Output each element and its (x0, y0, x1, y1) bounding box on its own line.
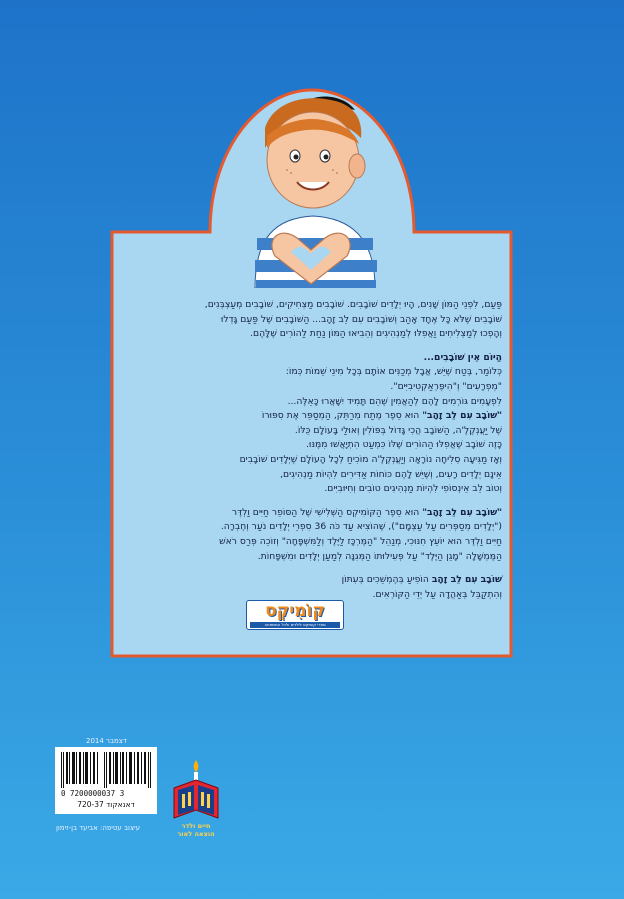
p3-line-1: "שׁוֹבָב עִם לֵב זָהָב" הוּא סֵפֶר מֶתַח מְרַתֵּק, הַמְסַפֵּר אֶת סִפּוּרוֹ (261, 410, 502, 422)
p2-line-1: כְּלוֹמַר, בֶּטַח שֶׁיֵּשׁ, אֲבָל מְכַנִּים אוֹתָם בְּכָל מִינֵי שֵׁמוֹת כְּמוֹ: (285, 366, 502, 378)
cover-design-credit: עיצוב עטיפה: אביעד בן-זימון (56, 824, 141, 832)
p4-line-2: ("יְלָדִים מְסַפְּרִים עַל עַצְמָם"), שֶׁהוֹצִיא עַד כֹּה 36 סִפְרֵי יְלָדִים נֹעַר וְחֶבְרָה. (220, 521, 502, 533)
p2-line-2: "מְפְרָעִים" וְ"הִיפֶּרְאַקְטִיבִיִּים". (390, 380, 502, 392)
p3-line-3: כָּזֶה שׁוֹבָב שֶׁאֲפִלּוּ הַהוֹרִים שֶׁלּוֹ כִּמְעַט הִתְיָאֲשׁוּ מִמֶּנּוּ. (305, 439, 502, 451)
publisher-name (166, 822, 226, 838)
comix-logo-tagline: ספרי קומיקס לילדים ולכל המשפחה (250, 622, 340, 628)
intro-line-3: וְהָפְכוּ לְמַצְלִיחִים וַאֲפִלּוּ לְמַנְהִיגִים וְהֵבִיאוּ הַמּוֹן נַחַת לַהוֹרִים שֶׁלָּהֶם. (250, 328, 502, 340)
publisher-logo-icon (170, 756, 222, 826)
p3-line-2: שֶׁל יַעֲנְקֶלֶ'ה, הַשּׁוֹבָב הֲכִי גָּדוֹל בְּפּוֹלִין וְאוּלַי בָּעוֹלָם כֻּלּוֹ. (294, 424, 502, 436)
p4-line-1: "שׁוֹבָב עִם לֵב זָהָב" הוּא סֵפֶר הַקּוֹמִיקְס הַשְּׁלִישִׁי שֶׁל הַסּוֹפֵר חַיִּים וַלְדֶּר (231, 506, 502, 518)
book-title-2: "שׁוֹבָב עִם לֵב זָהָב" (422, 506, 502, 518)
p5-line-1: שׁוֹבָב עִם לֵב זָהָב הוֹפִיעַ בְּהֶמְשֵׁכִים בְּעִתּוֹן (341, 574, 502, 586)
publication-date: דצמבר 2014 (86, 737, 127, 745)
p4-line-3: חַיִּים וַלְדֶּר הוּא יוֹעֵץ חִנּוּכִי, מְנַהֵל "הַמֶּרְכָּז לַיֶּלֶד וְלַמִּשְׁפָּחָה" וְזוֹכֵה פְּרַס רֹאשׁ (219, 535, 502, 547)
back-cover-text (122, 298, 502, 602)
p5-line-2: וְהִתְקַבֵּל בְּאַהֲדָה עַל יְדֵי הַקּוֹרְאִים. (372, 588, 502, 600)
p2-line-3: לִפְעָמִים גּוֹרְמִים לָהֶם לְהַאֲמִין שֶׁהֵם תָּמִיד יִשָּׁאֲרוּ כָּאֵלֶּה... (287, 395, 502, 407)
publisher-name-line-1: חיים ולדר (181, 822, 211, 830)
book-title: "שׁוֹבָב עִם לֵב זָהָב" (422, 410, 502, 422)
barcode-digits: 0 7200000037 3 (61, 789, 125, 798)
p3-line-4: וְאָז מַגִּיעָה סְלִיחָה נוֹרָאָה וְיַעֲנְקֶלֶ'ה מוֹכִיחַ לְכָל הָעוֹלָם שֶׁיְּלָדִים שׁוֹבָבִים (239, 453, 502, 465)
comix-logo-word: קוֹמִיקְס (265, 601, 325, 621)
barcode (55, 747, 157, 814)
p3-line-6: וְטוֹב לֵב אֵינְסוֹפִי לִהְיוֹת מַנְהִיגִים טוֹבִים וְחִיּוּבִיִּים. (324, 483, 502, 495)
book-title-3: שׁוֹבָב עִם לֵב זָהָב (431, 574, 502, 586)
publisher-name-line-2: הוצאה לאור (177, 830, 215, 838)
barcode-code: דאנאקוד 720-37 (77, 800, 135, 809)
intro-line-1: פַּעַם, לִפְנֵי הַמּוֹן שָׁנִים, הָיוּ יְלָדִים שׁוֹבָבִים. שׁוֹבָבִים מַצְחִיקִים, שׁוֹבָבִים מְעַצְבְּנִים, (204, 299, 502, 310)
intro-line-2: שׁוֹבָבִים שֶׁלֹּא כָּל אֶחָד אָהַב וְשׁוֹבָבִים עִם לֵב זָהָב... הַשּׁוֹבָבִים שֶׁל פַּעַם גָּדְלוּ (220, 313, 502, 325)
section-heading: הַיּוֹם אֵין שׁוֹבָבִים... (423, 351, 502, 363)
comix-logo (246, 600, 344, 630)
p4-line-4: הַמֶּמְשָׁלָה "מָגֵן הַיֶּלֶד" עַל פְּעִילוּתוֹ הַמְּגִנָּה לְמַעַן יְלָדִים וּמִשְׁפָּחוֹת. (257, 550, 502, 562)
barcode-lines-icon (60, 752, 152, 788)
p3-line-5: אֵינָם יְלָדִים רָעִים, וְשֶׁיֵּשׁ לָהֶם כּוֹחוֹת אַדִּירִים לִהְיוֹת מַנְהִיגִים, (280, 468, 502, 480)
boy-illustration-icon (225, 88, 395, 288)
